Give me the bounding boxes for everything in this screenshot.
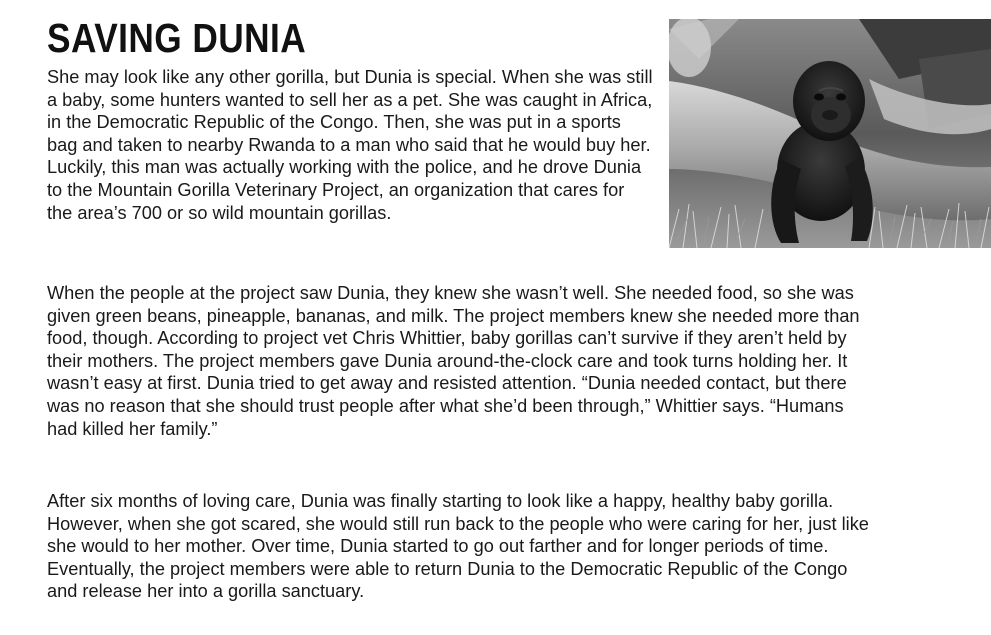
gorilla-photo <box>669 19 991 248</box>
article-paragraph-3: After six months of loving care, Dunia was finally starting to look like a happy, healthy baby gorilla. However, when she got scared, she would still run back to the people who were caring for her, just like she would to her mother. Over time, Dunia started to go out farther and for longer periods of time. Eventually, the project members were able to return Dunia to the Democratic Republic of the Congo and release her into a gorilla sanctuary. <box>47 491 869 602</box>
article-paragraph-1: She may look like any other gorilla, but Dunia is special. When she was still a baby, some hunters wanted to sell her as a pet. She was caught in Africa, in the Democratic Republic of the Congo. Then, she was put in a sports bag and taken to nearby Rwanda to a man who said that he would buy her. Luckily, this man was actually working with the police, and he drove Dunia to the Mountain Gorilla Veterinary Project, an organization that cares for the area’s 700 or so wild mountain gorillas. <box>47 67 653 223</box>
article-paragraph-2: When the people at the project saw Dunia, they knew she wasn’t well. She needed food, so she was given green beans, pineapple, bananas, and milk. The project members knew she needed more than food, though. According to project vet Chris Whittier, baby gorillas can’t survive if they aren’t held by their mothers. The project members gave Dunia around-the-clock care and took turns holding her. It wasn’t easy at first. Dunia tried to get away and resisted attention. “Dunia needed contact, but there was no reason that she should trust people after what she’d been through,” Whittier says. “Humans had killed her family.” <box>47 283 860 439</box>
article-title: SAVING DUNIA <box>47 15 307 61</box>
